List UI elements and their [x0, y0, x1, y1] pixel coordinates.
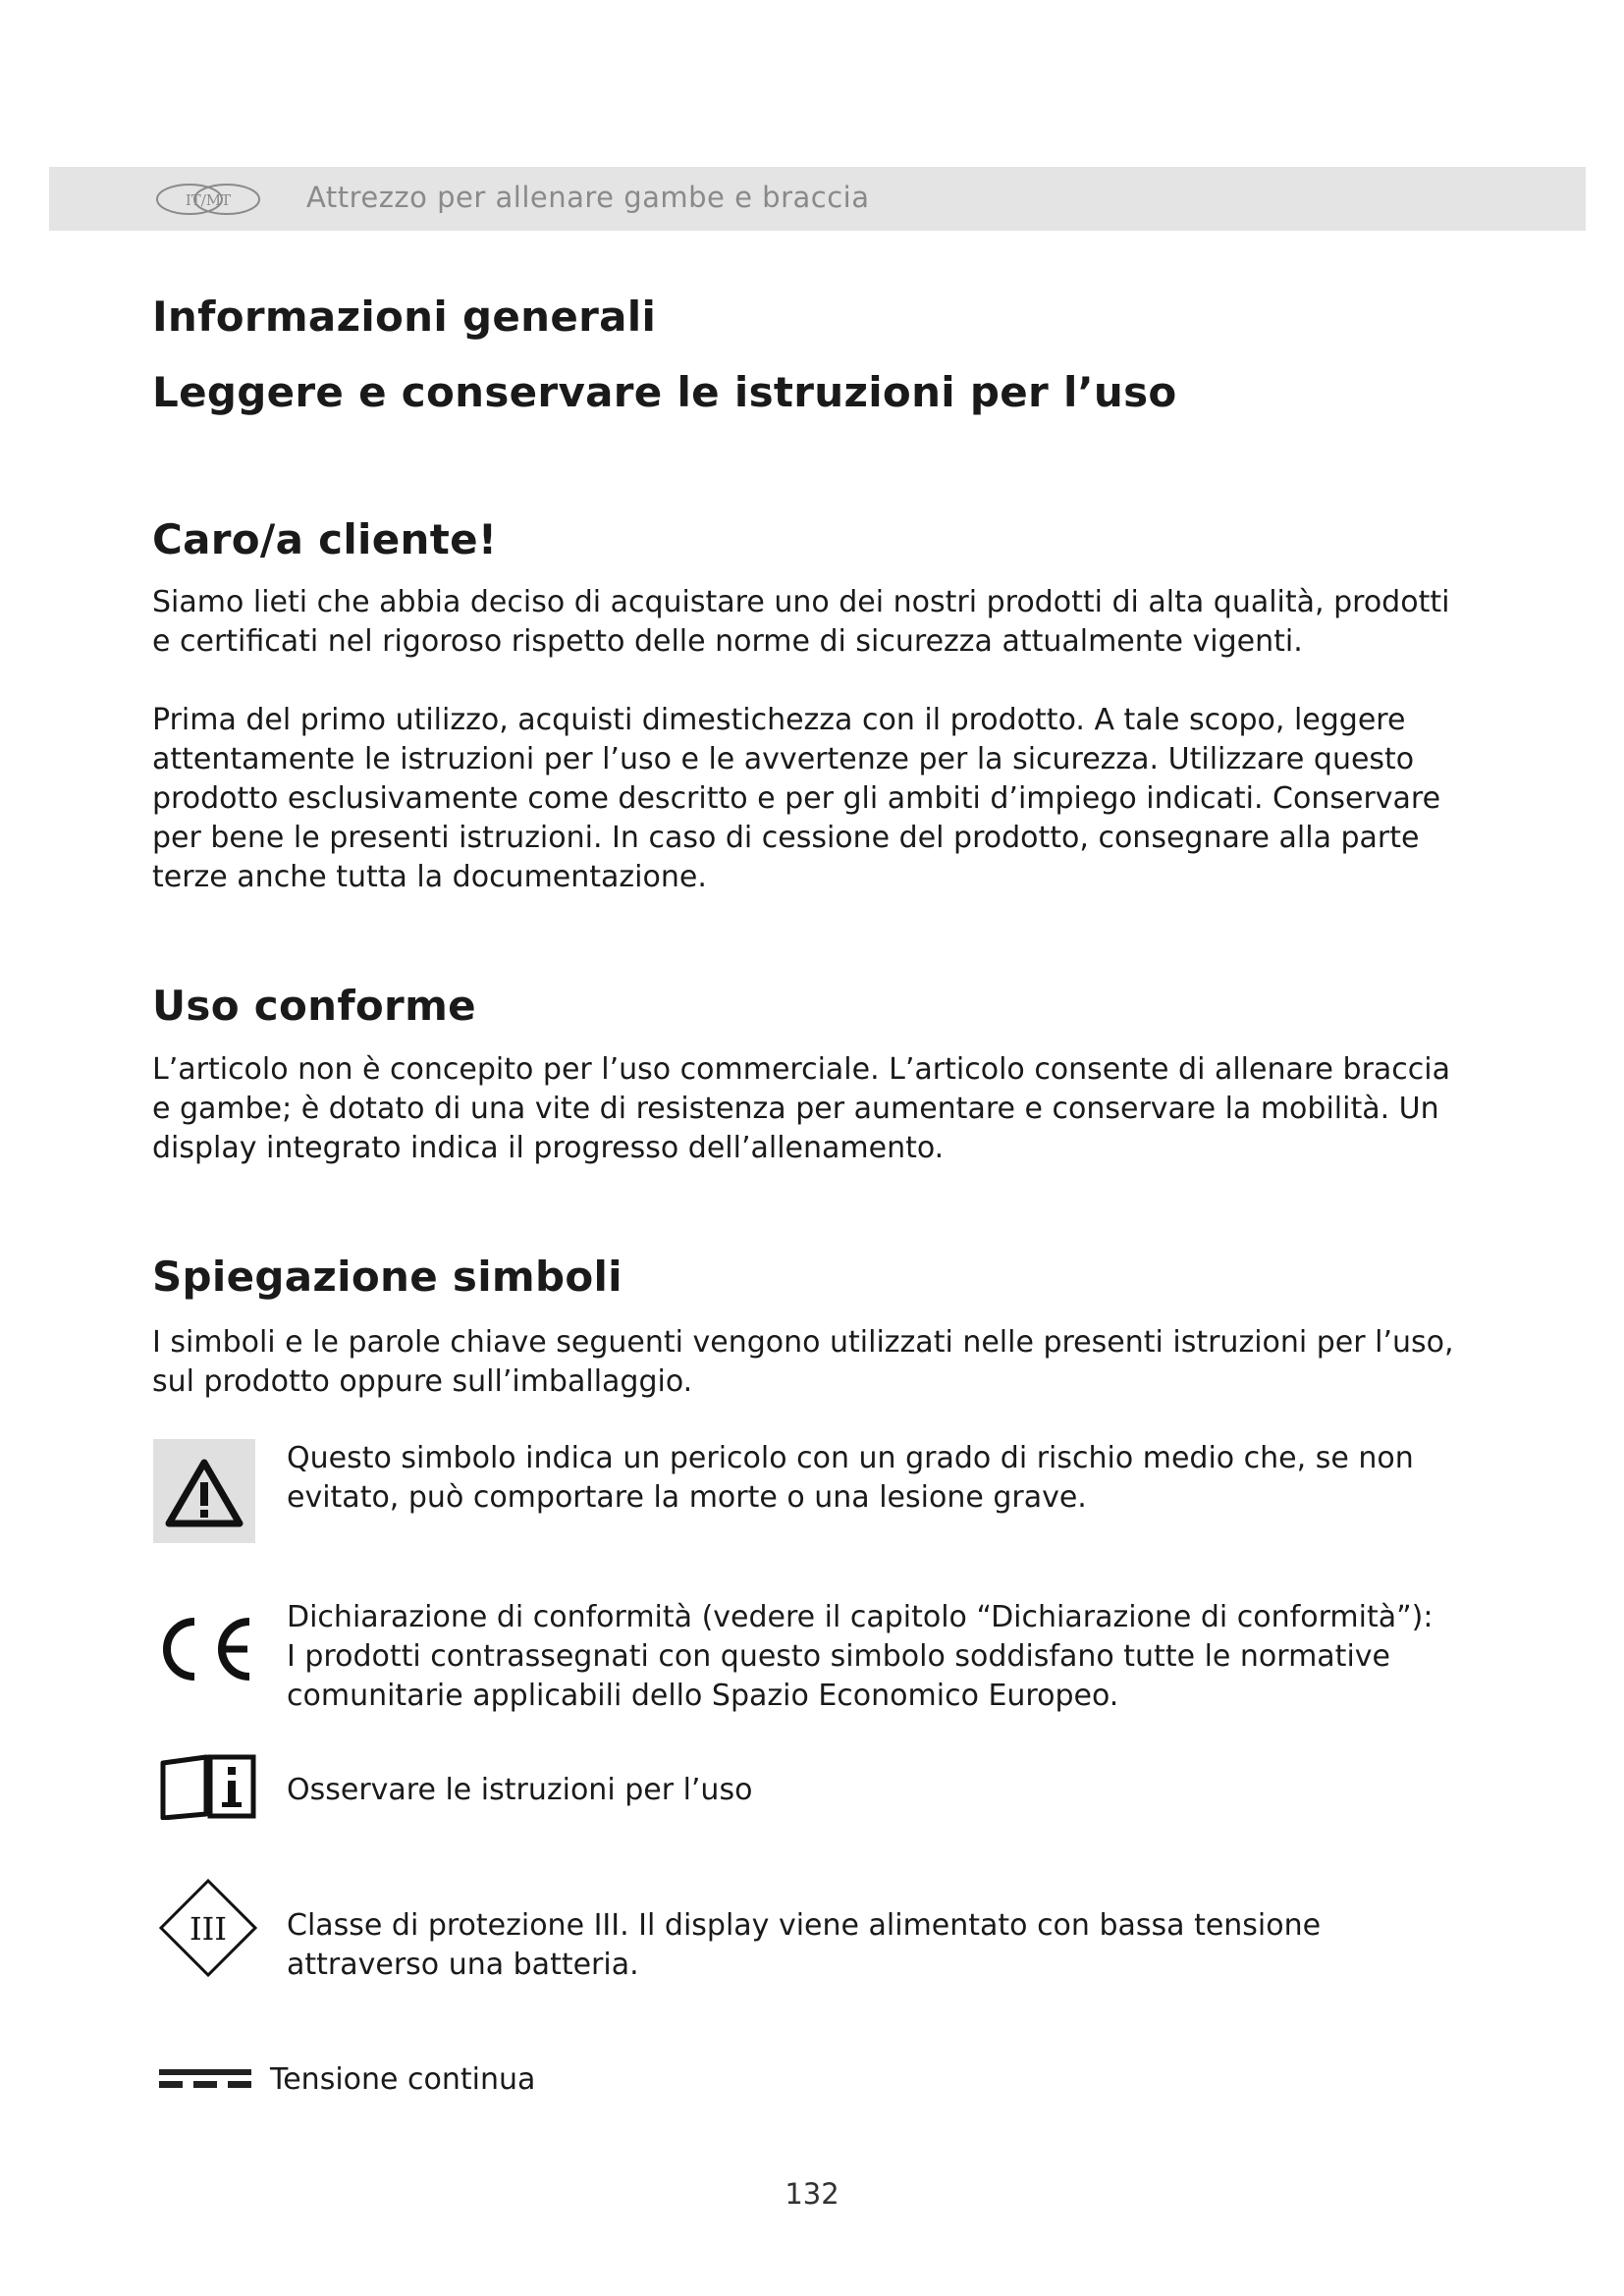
symbol-manual-text: Osservare le istruzioni per l’uso	[287, 1773, 753, 1807]
section-title-customer: Caro/a cliente!	[152, 515, 498, 563]
symbol-protection-text: Classe di protezione III. Il display viene alimentato con bassa tensione attraverso una batteria.	[287, 1908, 1322, 1982]
customer-paragraph-1: Siamo lieti che abbia deciso di acquistare uno dei nostri prodotti di alta qualità, prodotti e certificati nel rigoroso rispetto delle norme di sicurezza attualmente vigenti.	[152, 585, 1450, 659]
document-header-title: Attrezzo per allenare gambe e braccia	[306, 181, 870, 214]
warning-triangle-icon	[153, 1439, 255, 1543]
ce-mark-icon	[147, 1610, 255, 1688]
symbol-dc-text: Tensione continua	[270, 2062, 536, 2097]
intended-use-paragraph: L’articolo non è concepito per l’uso commerciale. L’articolo consente di allenare braccia e gambe; è dotato di una vite di resistenza per aumentare e conservare la mobilità. Un display integrato indica il progresso dell’allenamento.	[152, 1052, 1450, 1165]
direct-current-icon	[157, 2067, 253, 2091]
section-title-general: Informazioni generali	[152, 293, 657, 341]
page-number: 132	[785, 2177, 839, 2211]
manual-info-icon	[157, 1753, 259, 1820]
symbols-intro: I simboli e le parole chiave seguenti vengono utilizzati nelle presenti istruzioni per l’uso, sul prodotto oppure sull’imballaggio.	[152, 1325, 1454, 1399]
header-bar	[49, 167, 1586, 231]
customer-paragraph-2: Prima del primo utilizzo, acquisti dimestichezza con il prodotto. A tale scopo, leggere attentamente le istruzioni per l’uso e le avvertenze per la sicurezza. Utilizzare questo prodotto esclusivamente come descritto e per gli ambiti d’impiego indicati. Conservare per bene le presenti istruzioni. In caso di cessione del prodotto, consegnare alla parte terze anche tutta la documentazione.	[152, 703, 1441, 894]
section-title-symbols: Spiegazione simboli	[152, 1253, 623, 1301]
language-code: IT/MT	[185, 191, 232, 209]
protection-class-iii-icon	[157, 1877, 259, 1979]
language-badge-icon	[152, 183, 270, 216]
protection-class-label: III	[189, 1910, 227, 1948]
section-subtitle-instructions: Leggere e conservare le istruzioni per l’uso	[152, 368, 1177, 416]
section-title-intended-use: Uso conforme	[152, 982, 476, 1030]
symbol-warning-text: Questo simbolo indica un pericolo con un grado di rischio medio che, se non evitato, può comportare la morte o una lesione grave.	[287, 1441, 1414, 1515]
symbol-ce-text-line-2: I prodotti contrassegnati con questo simbolo soddisfano tutte le normative comunitarie applicabili dello Spazio Economico Europeo.	[287, 1639, 1390, 1713]
language-badge	[152, 183, 270, 216]
symbol-ce-text-line-1: Dichiarazione di conformità (vedere il capitolo “Dichiarazione di conformità”):	[287, 1600, 1434, 1634]
